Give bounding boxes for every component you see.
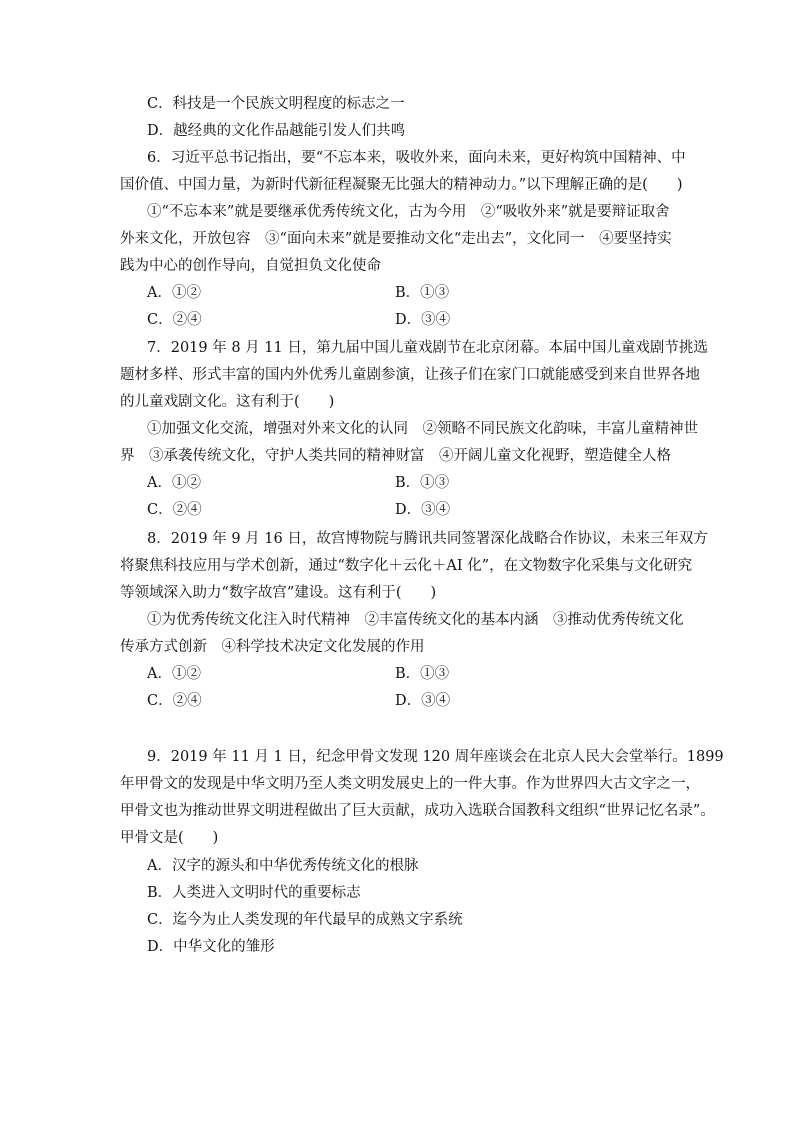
q8-option-c: C．②④	[147, 693, 202, 709]
q9-option-c: C．迄今为止人类发现的年代最早的成熟文字系统	[147, 912, 463, 928]
q6-statement-line: ①“不忘本来”就是要继承优秀传统文化，古为今用 ②“吸收外来”就是要辩证取舍	[147, 204, 670, 220]
q6-stem-line: 6．习近平总书记指出，要“不忘本来，吸收外来，面向未来，更好构筑中国精神、中	[147, 150, 686, 166]
q7-option-d: D．③④	[395, 502, 451, 518]
q8-stem-line: 将聚焦科技应用与学术创新，通过“数字化＋云化＋AI 化”，在文物数字化采集与文化研究	[120, 558, 693, 574]
q9-option-b: B．人类进入文明时代的重要标志	[147, 885, 361, 901]
q9-option-a: A．汉字的源头和中华优秀传统文化的根脉	[147, 858, 419, 874]
q7-stem-line: 的儿童戏剧文化。这有利于( )	[120, 394, 335, 410]
q6-option-b: B．①③	[395, 285, 450, 301]
q7-option-b: B．①③	[395, 475, 450, 491]
q7-statement-line: 界 ③承袭传统文化，守护人类共同的精神财富 ④开阔儿童文化视野，塑造健全人格	[120, 448, 671, 464]
q9-option-d: D．中华文化的雏形	[147, 939, 275, 955]
q8-option-d: D．③④	[395, 693, 451, 709]
q5-option-c: C．科技是一个民族文明程度的标志之一	[147, 96, 405, 112]
q6-stem-line: 国价值、中国力量，为新时代新征程凝聚无比强大的精神动力。”以下理解正确的是( )	[120, 177, 683, 193]
q8-statement-line: ①为优秀传统文化注入时代精神 ②丰富传统文化的基本内涵 ③推动优秀传统文化	[147, 612, 684, 628]
q8-stem-line: 8．2019 年 9 月 16 日，故宫博物院与腾讯共同签署深化战略合作协议，未来三年双方	[147, 531, 708, 547]
q7-stem-line: 题材多样、形式丰富的国内外优秀儿童剧参演，让孩子们在家门口就能感受到来自世界各地	[120, 367, 700, 383]
q9-stem-line: 年甲骨文的发现是中华文明乃至人类文明发展史上的一件大事。作为世界四大古文字之一，	[120, 776, 700, 792]
q8-option-a: A．①②	[147, 666, 201, 682]
q6-option-d: D．③④	[395, 312, 451, 328]
q7-stem-line: 7．2019 年 8 月 11 日，第九届中国儿童戏剧节在北京闭幕。本届中国儿童戏剧节挑选	[147, 340, 708, 356]
q5-option-d: D．越经典的文化作品越能引发人们共鸣	[147, 123, 406, 139]
q6-statement-line: 外来文化，开放包容 ③“面向未来”就是要推动文化“走出去”，文化同一 ④要坚持实	[120, 231, 672, 247]
q9-stem-line: 9．2019 年 11 月 1 日，纪念甲骨文发现 120 周年座谈会在北京人民大会堂举行。1899	[147, 749, 724, 765]
q6-statement-line: 践为中心的创作导向，自觉担负文化使命	[120, 258, 381, 274]
q7-option-c: C．②④	[147, 502, 202, 518]
q8-statement-line: 传承方式创新 ④科学技术决定文化发展的作用	[120, 639, 425, 655]
q8-option-b: B．①③	[395, 666, 450, 682]
q8-stem-line: 等领域深入助力“数字故宫”建设。这有利于( )	[120, 585, 437, 601]
q7-statement-line: ①加强文化交流，增强对外来文化的认同 ②领略不同民族文化韵味，丰富儿童精神世	[147, 421, 698, 437]
q7-option-a: A．①②	[147, 475, 201, 491]
q9-stem-line: 甲骨文也为推动世界文明进程做出了巨大贡献，成功入选联合国教科文组织“世界记忆名录”。	[120, 803, 715, 819]
q9-stem-line: 甲骨文是( )	[120, 830, 219, 846]
q6-option-a: A．①②	[147, 285, 201, 301]
q6-option-c: C．②④	[147, 312, 202, 328]
